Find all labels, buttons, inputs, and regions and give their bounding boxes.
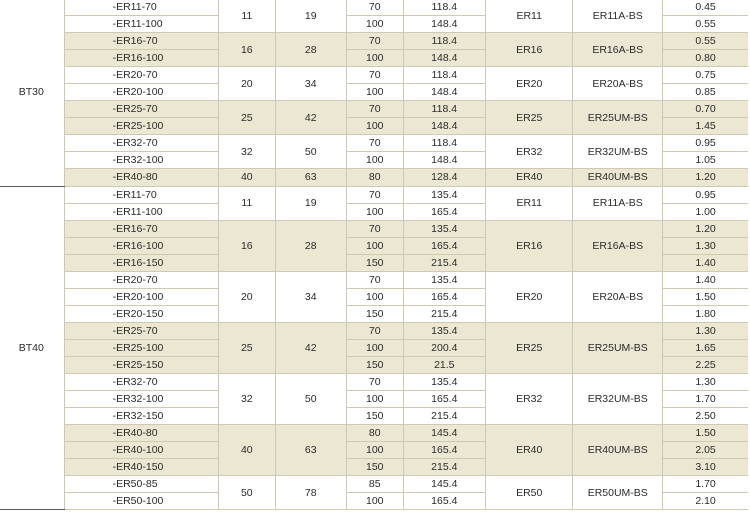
- length-l1-cell: 19: [275, 186, 346, 220]
- length-total-cell: 118.4: [403, 33, 485, 50]
- length-total-cell: 118.4: [403, 0, 485, 16]
- collet-cell: ER16: [486, 33, 573, 67]
- model-cell: -ER32-70: [64, 135, 218, 152]
- nut-cell: ER50UM-BS: [573, 476, 663, 510]
- collet-cell: ER16: [486, 220, 573, 271]
- weight-cell: 0.95: [663, 186, 748, 203]
- nut-cell: ER11A-BS: [573, 0, 663, 33]
- length-total-cell: 148.4: [403, 50, 485, 67]
- table-row: [0, 135, 748, 152]
- collet-cell: ER50: [486, 476, 573, 510]
- length-l-cell: 70: [346, 374, 403, 391]
- length-l-cell: 100: [346, 16, 403, 33]
- weight-cell: 0.45: [663, 0, 748, 16]
- length-l-cell: 100: [346, 203, 403, 220]
- diameter-cell: 32: [219, 135, 276, 169]
- weight-cell: 0.95: [663, 135, 748, 152]
- diameter-cell: 20: [219, 67, 276, 101]
- length-total-cell: 118.4: [403, 135, 485, 152]
- length-total-cell: 135.4: [403, 220, 485, 237]
- model-cell: -ER16-70: [64, 33, 218, 50]
- length-l-cell: 70: [346, 0, 403, 16]
- table-row: [0, 425, 748, 442]
- collet-cell: ER25: [486, 322, 573, 373]
- length-l-cell: 70: [346, 67, 403, 84]
- length-total-cell: 215.4: [403, 254, 485, 271]
- length-total-cell: 135.4: [403, 374, 485, 391]
- nut-cell: ER20A-BS: [573, 67, 663, 101]
- weight-cell: 1.70: [663, 391, 748, 408]
- length-l-cell: 150: [346, 459, 403, 476]
- model-cell: -ER20-100: [64, 288, 218, 305]
- diameter-cell: 11: [219, 0, 276, 33]
- model-cell: -ER11-100: [64, 16, 218, 33]
- length-l1-cell: 78: [275, 476, 346, 510]
- length-l1-cell: 28: [275, 33, 346, 67]
- diameter-cell: 32: [219, 374, 276, 425]
- weight-cell: 0.55: [663, 16, 748, 33]
- length-total-cell: 215.4: [403, 459, 485, 476]
- holder-type-label: BT40: [0, 186, 64, 510]
- length-total-cell: 200.4: [403, 339, 485, 356]
- length-total-cell: 215.4: [403, 408, 485, 425]
- length-l-cell: 150: [346, 408, 403, 425]
- length-l1-cell: 28: [275, 220, 346, 271]
- length-total-cell: 148.4: [403, 118, 485, 135]
- collet-cell: ER40: [486, 169, 573, 186]
- weight-cell: 3.10: [663, 459, 748, 476]
- weight-cell: 0.70: [663, 101, 748, 118]
- diameter-cell: 11: [219, 186, 276, 220]
- length-l-cell: 100: [346, 50, 403, 67]
- weight-cell: 0.55: [663, 33, 748, 50]
- model-cell: -ER11-70: [64, 0, 218, 16]
- model-cell: -ER40-100: [64, 442, 218, 459]
- table-row: [0, 322, 748, 339]
- collet-cell: ER20: [486, 67, 573, 101]
- collet-cell: ER20: [486, 271, 573, 322]
- length-l-cell: 100: [346, 391, 403, 408]
- length-l-cell: 70: [346, 101, 403, 118]
- weight-cell: 0.80: [663, 50, 748, 67]
- collet-cell: ER11: [486, 186, 573, 220]
- weight-cell: 1.40: [663, 271, 748, 288]
- length-total-cell: 148.4: [403, 152, 485, 169]
- length-l-cell: 150: [346, 305, 403, 322]
- collet-cell: ER25: [486, 101, 573, 135]
- length-l1-cell: 63: [275, 169, 346, 186]
- length-total-cell: 165.4: [403, 442, 485, 459]
- length-l-cell: 80: [346, 169, 403, 186]
- length-total-cell: 148.4: [403, 16, 485, 33]
- model-cell: -ER40-80: [64, 425, 218, 442]
- weight-cell: 2.10: [663, 493, 748, 510]
- nut-cell: ER16A-BS: [573, 220, 663, 271]
- table-row: [0, 101, 748, 118]
- nut-cell: ER20A-BS: [573, 271, 663, 322]
- length-l-cell: 100: [346, 493, 403, 510]
- table-row: [0, 374, 748, 391]
- length-l-cell: 70: [346, 186, 403, 203]
- table-row: [0, 186, 748, 203]
- model-cell: -ER32-150: [64, 408, 218, 425]
- weight-cell: 1.70: [663, 476, 748, 493]
- model-cell: -ER25-150: [64, 356, 218, 373]
- table-row: [0, 169, 748, 186]
- model-cell: -ER40-150: [64, 459, 218, 476]
- weight-cell: 1.50: [663, 288, 748, 305]
- model-cell: -ER25-70: [64, 322, 218, 339]
- length-total-cell: 145.4: [403, 425, 485, 442]
- diameter-cell: 50: [219, 476, 276, 510]
- weight-cell: 1.50: [663, 425, 748, 442]
- length-l1-cell: 50: [275, 135, 346, 169]
- weight-cell: 1.20: [663, 220, 748, 237]
- weight-cell: 1.30: [663, 237, 748, 254]
- length-l1-cell: 42: [275, 101, 346, 135]
- weight-cell: 1.40: [663, 254, 748, 271]
- model-cell: -ER16-100: [64, 50, 218, 67]
- length-l1-cell: 42: [275, 322, 346, 373]
- weight-cell: 1.20: [663, 169, 748, 186]
- length-total-cell: 165.4: [403, 288, 485, 305]
- nut-cell: ER25UM-BS: [573, 101, 663, 135]
- length-total-cell: 165.4: [403, 203, 485, 220]
- length-total-cell: 145.4: [403, 476, 485, 493]
- model-cell: -ER20-100: [64, 84, 218, 101]
- model-cell: -ER32-100: [64, 391, 218, 408]
- collet-cell: ER11: [486, 0, 573, 33]
- length-l-cell: 100: [346, 288, 403, 305]
- weight-cell: 2.25: [663, 356, 748, 373]
- table-row: [0, 0, 748, 16]
- weight-cell: 1.30: [663, 322, 748, 339]
- length-l1-cell: 34: [275, 271, 346, 322]
- model-cell: -ER50-100: [64, 493, 218, 510]
- nut-cell: ER11A-BS: [573, 186, 663, 220]
- model-cell: -ER32-70: [64, 374, 218, 391]
- model-cell: -ER25-100: [64, 339, 218, 356]
- weight-cell: 2.05: [663, 442, 748, 459]
- length-total-cell: 118.4: [403, 67, 485, 84]
- table-row: [0, 33, 748, 50]
- length-total-cell: 148.4: [403, 84, 485, 101]
- model-cell: -ER25-70: [64, 101, 218, 118]
- collet-cell: ER32: [486, 135, 573, 169]
- model-cell: -ER20-70: [64, 271, 218, 288]
- length-l1-cell: 34: [275, 67, 346, 101]
- table-row: [0, 67, 748, 84]
- model-cell: -ER11-70: [64, 186, 218, 203]
- model-cell: -ER16-100: [64, 237, 218, 254]
- nut-cell: ER40UM-BS: [573, 169, 663, 186]
- length-l-cell: 85: [346, 476, 403, 493]
- diameter-cell: 40: [219, 425, 276, 476]
- length-l-cell: 150: [346, 356, 403, 373]
- model-cell: -ER11-100: [64, 203, 218, 220]
- length-l-cell: 150: [346, 254, 403, 271]
- weight-cell: 1.30: [663, 374, 748, 391]
- length-total-cell: 165.4: [403, 237, 485, 254]
- diameter-cell: 25: [219, 101, 276, 135]
- length-total-cell: 135.4: [403, 322, 485, 339]
- diameter-cell: 16: [219, 220, 276, 271]
- weight-cell: 1.05: [663, 152, 748, 169]
- weight-cell: 0.75: [663, 67, 748, 84]
- length-l1-cell: 50: [275, 374, 346, 425]
- length-total-cell: 21.5: [403, 356, 485, 373]
- length-total-cell: 135.4: [403, 271, 485, 288]
- length-l-cell: 80: [346, 425, 403, 442]
- collet-cell: ER40: [486, 425, 573, 476]
- length-total-cell: 128.4: [403, 169, 485, 186]
- diameter-cell: 25: [219, 322, 276, 373]
- table-row: [0, 271, 748, 288]
- weight-cell: 1.80: [663, 305, 748, 322]
- holder-type-label: BT30: [0, 0, 64, 186]
- length-l-cell: 70: [346, 135, 403, 152]
- model-cell: -ER40-80: [64, 169, 218, 186]
- length-l-cell: 70: [346, 322, 403, 339]
- collet-cell: ER32: [486, 374, 573, 425]
- length-total-cell: 135.4: [403, 186, 485, 203]
- length-total-cell: 165.4: [403, 493, 485, 510]
- length-l-cell: 70: [346, 220, 403, 237]
- table-row: [0, 476, 748, 493]
- model-cell: -ER25-100: [64, 118, 218, 135]
- length-l-cell: 100: [346, 442, 403, 459]
- nut-cell: ER32UM-BS: [573, 374, 663, 425]
- length-l-cell: 100: [346, 118, 403, 135]
- model-cell: -ER50-85: [64, 476, 218, 493]
- length-l-cell: 100: [346, 152, 403, 169]
- weight-cell: 1.00: [663, 203, 748, 220]
- weight-cell: 2.50: [663, 408, 748, 425]
- diameter-cell: 40: [219, 169, 276, 186]
- table-row: [0, 220, 748, 237]
- model-cell: -ER20-150: [64, 305, 218, 322]
- length-l1-cell: 63: [275, 425, 346, 476]
- length-l-cell: 70: [346, 33, 403, 50]
- length-total-cell: 165.4: [403, 391, 485, 408]
- model-cell: -ER20-70: [64, 67, 218, 84]
- length-l-cell: 100: [346, 339, 403, 356]
- length-l-cell: 100: [346, 237, 403, 254]
- model-cell: -ER16-70: [64, 220, 218, 237]
- nut-cell: ER32UM-BS: [573, 135, 663, 169]
- length-l-cell: 100: [346, 84, 403, 101]
- model-cell: -ER32-100: [64, 152, 218, 169]
- length-total-cell: 118.4: [403, 101, 485, 118]
- weight-cell: 1.45: [663, 118, 748, 135]
- model-cell: -ER16-150: [64, 254, 218, 271]
- diameter-cell: 20: [219, 271, 276, 322]
- length-total-cell: 215.4: [403, 305, 485, 322]
- length-l1-cell: 19: [275, 0, 346, 33]
- weight-cell: 1.65: [663, 339, 748, 356]
- length-l-cell: 70: [346, 271, 403, 288]
- diameter-cell: 16: [219, 33, 276, 67]
- nut-cell: ER16A-BS: [573, 33, 663, 67]
- weight-cell: 0.85: [663, 84, 748, 101]
- nut-cell: ER25UM-BS: [573, 322, 663, 373]
- nut-cell: ER40UM-BS: [573, 425, 663, 476]
